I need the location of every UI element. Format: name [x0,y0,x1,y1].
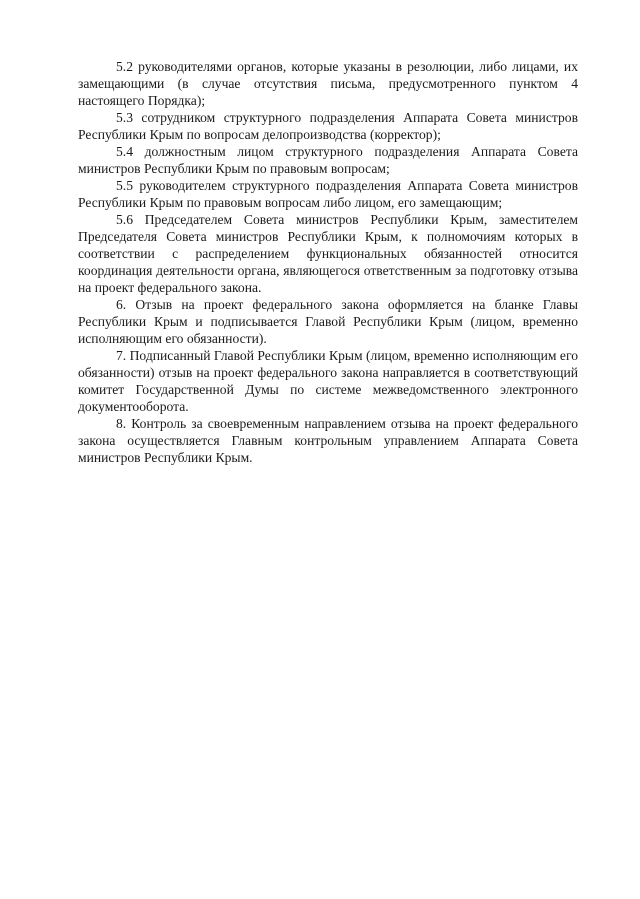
paragraph-5-6: 5.6 Председателем Совета министров Республики Крым, заместителем Председателя Совета министров Республики Крым, к полномочиям которых в соответствии с распределением функциональных обязанностей относится координация деятельности органа, являющегося ответственным за подготовку отзыва на проект федерального закона. [78,212,578,295]
paragraph-6: 6. Отзыв на проект федерального закона оформляется на бланке Главы Республики Крым и подписывается Главой Республики Крым (лицом, временно исполняющим его обязанности). [78,297,578,346]
paragraph-5-4: 5.4 должностным лицом структурного подразделения Аппарата Совета министров Республики Крым по правовым вопросам; [78,144,578,176]
paragraph-7: 7. Подписанный Главой Республики Крым (лицом, временно исполняющим его обязанности) отзыв на проект федерального закона направляется в соответствующий комитет Государственной Думы по системе межведомственного электронного документооборота. [78,348,578,414]
paragraph-5-3: 5.3 сотрудником структурного подразделения Аппарата Совета министров Республики Крым по вопросам делопроизводства (корректор); [78,110,578,142]
paragraph-5-2: 5.2 руководителями органов, которые указаны в резолюции, либо лицами, их замещающими (в случае отсутствия письма, предусмотренного пунктом 4 настоящего Порядка); [78,59,578,108]
paragraph-5-5: 5.5 руководителем структурного подразделения Аппарата Совета министров Республики Крым по правовым вопросам либо лицом, его замещающим; [78,178,578,210]
paragraph-8: 8. Контроль за своевременным направлением отзыва на проект федерального закона осуществляется Главным контрольным управлением Аппарата Совета министров Республики Крым. [78,416,578,465]
document-body [78,58,578,466]
